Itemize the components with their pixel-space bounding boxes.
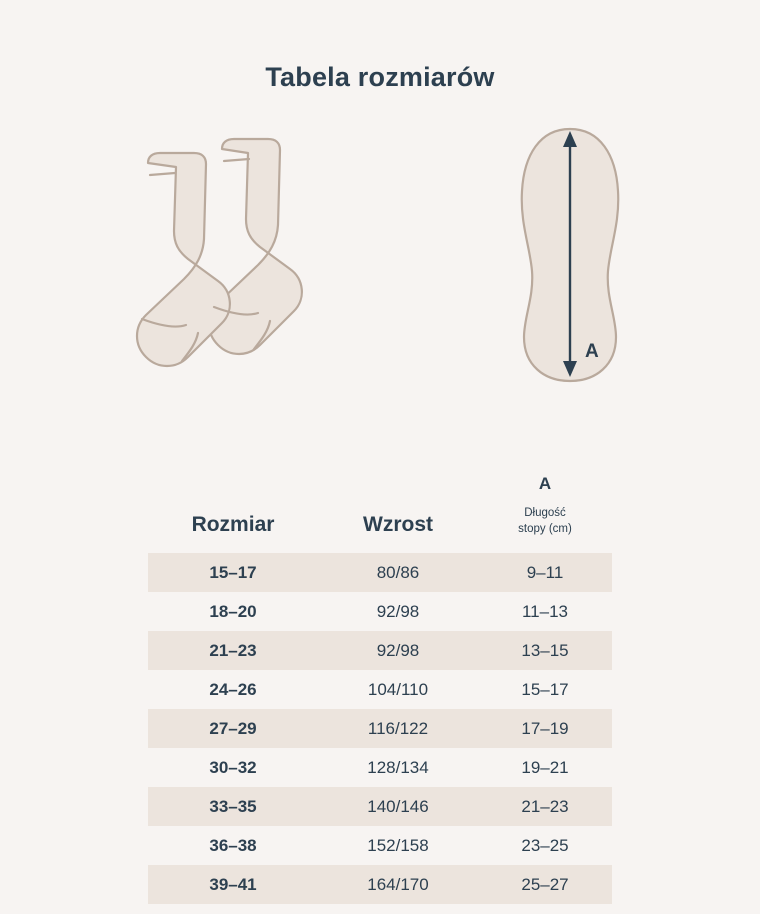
header-size-label: Rozmiar [191,513,275,537]
cell-height: 80/86 [318,553,478,592]
header-a-label: A [538,474,552,493]
cell-size: 24–26 [209,679,257,699]
cell-size: 21–23 [148,631,318,670]
cell-height: 164/170 [318,865,478,904]
cell-foot-length: 25–27 [478,865,612,904]
cell-foot-length: 9–11 [478,553,612,592]
cell-foot-length: 11–13 [521,601,568,621]
cell-height: 104/110 [367,679,429,699]
cell-size: 18–20 [209,601,257,621]
header-size [148,473,318,553]
table-row [148,709,612,748]
cell-size: 27–29 [148,709,318,748]
cell-size: 33–35 [148,787,318,826]
illustrations-area [0,129,760,429]
table-row [148,748,612,787]
cell-foot-length: 19–21 [521,757,569,777]
cell-foot-length: 17–19 [478,709,612,748]
foot-sole-illustration [500,121,640,401]
header-a-sub-line2: stopy (cm) [518,522,572,535]
header-foot-length [478,473,612,553]
cell-height: 92/98 [318,631,478,670]
socks-illustration [118,129,378,409]
header-a-sub-line1: Długość [524,507,566,519]
table-row [148,787,612,826]
table-row [148,592,612,631]
cell-size: 15–17 [148,553,318,592]
cell-foot-length: 21–23 [478,787,612,826]
table-row [148,865,612,904]
table-row [148,553,612,592]
cell-height: 128/134 [367,757,429,777]
cell-height: 92/98 [376,601,420,621]
header-height [318,473,478,553]
table-header-row [148,473,612,553]
size-table [148,473,612,904]
cell-foot-length: 23–25 [521,835,569,855]
measure-letter-a: A [585,341,599,362]
table-header [148,473,612,553]
cell-size: 36–38 [209,835,257,855]
table-body [148,553,612,904]
cell-foot-length: 13–15 [478,631,612,670]
table-row [148,670,612,709]
cell-foot-length: 15–17 [521,679,569,699]
table-row [148,826,612,865]
table-row [148,631,612,670]
cell-size: 30–32 [209,757,257,777]
page-title: Tabela rozmiarów [265,62,495,92]
cell-height: 152/158 [367,835,429,855]
cell-size: 39–41 [148,865,318,904]
cell-height: 116/122 [318,709,478,748]
header-height-label: Wzrost [363,513,433,537]
cell-height: 140/146 [318,787,478,826]
